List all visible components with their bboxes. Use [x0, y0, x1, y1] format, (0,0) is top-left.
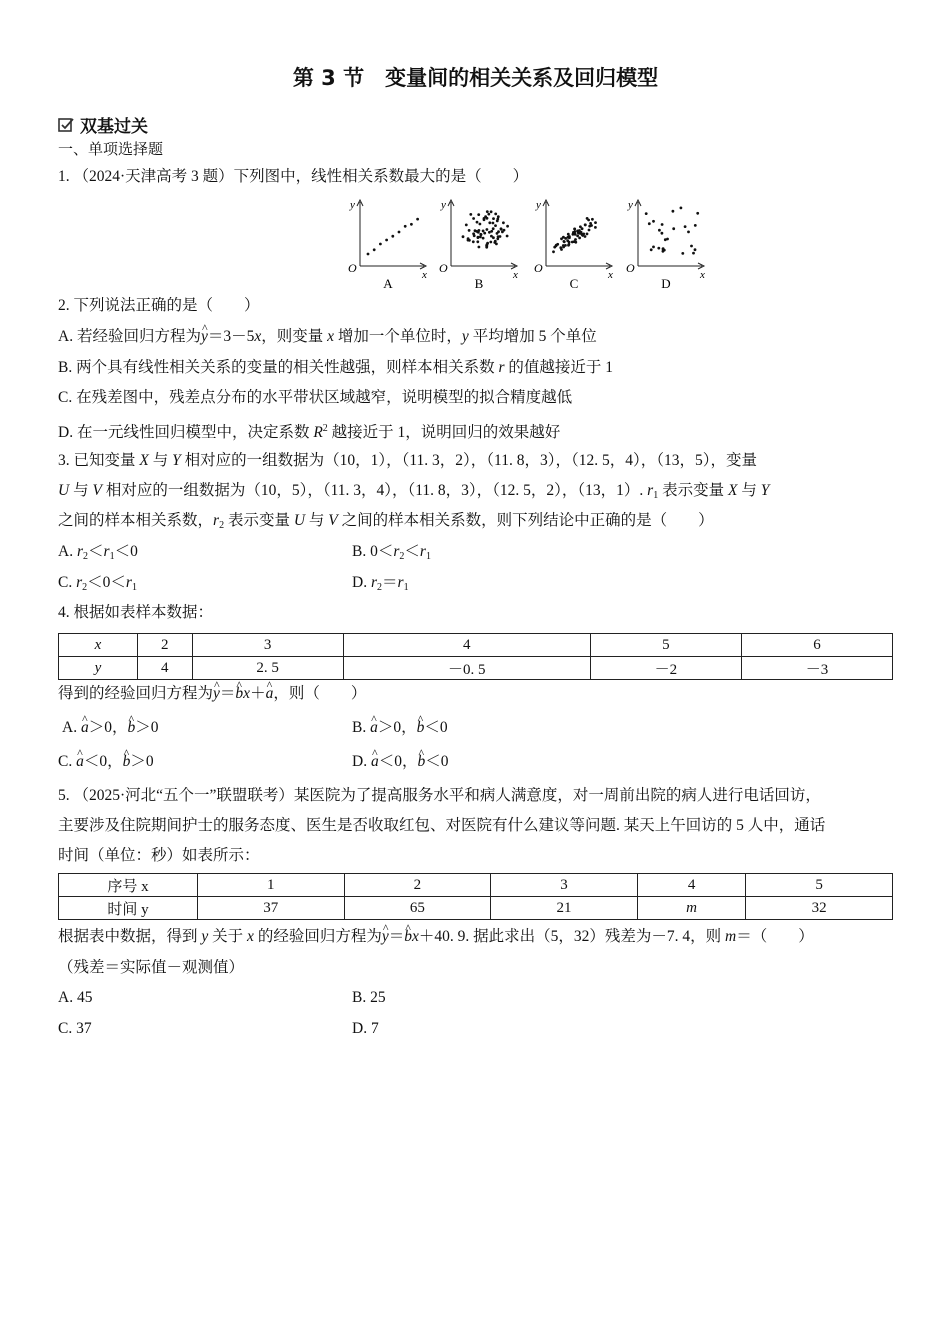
table-cell: 4 — [138, 657, 193, 680]
scatter-point — [379, 243, 382, 246]
scatter-point — [680, 207, 683, 210]
scatter-point — [650, 248, 653, 251]
table-row — [59, 874, 893, 897]
table-cell: 37 — [198, 897, 345, 920]
scatter-point — [662, 248, 665, 251]
scatter-point — [563, 240, 566, 243]
scatter-point — [594, 221, 597, 224]
scatter-point — [506, 225, 509, 228]
scatter-point — [556, 243, 559, 246]
scatter-point — [562, 236, 565, 239]
axis-x-label: x — [422, 269, 427, 281]
scatter-point — [588, 229, 591, 232]
scatter-point — [661, 223, 664, 226]
scatter-point — [581, 227, 584, 230]
q4-stem: 4. 根据如表样本数据： — [58, 604, 214, 621]
q2-stem: 2. 下列说法正确的是（ ） — [58, 297, 260, 314]
q5-stem-line1: 5. （2025·河北“五个一”联盟联考）某医院为了提高服务水平和病人满意度，对一周前出院的病人进行电话回访， — [58, 787, 821, 804]
axis-y-label: y — [441, 199, 446, 211]
q3-option-c[interactable]: C. $r_2<0<r_1$ — [58, 574, 137, 593]
scatter-point — [576, 230, 579, 233]
table-cell: －0. 5 — [343, 657, 590, 680]
axis-origin-label: O — [534, 261, 543, 275]
q4-option-b[interactable]: B. ^ a＞0，^ b＜0 — [352, 718, 448, 738]
q5-option-c[interactable]: C. 37 — [58, 1020, 92, 1037]
scatter-point — [652, 220, 655, 223]
scatter-point — [486, 242, 489, 245]
scatter-point — [391, 235, 394, 238]
panel-label: C — [569, 276, 579, 291]
scatter-point — [694, 224, 697, 227]
scatter-point — [506, 235, 509, 238]
scatter-point — [472, 240, 475, 243]
scatter-point — [486, 228, 489, 231]
q5-stem-line2: 主要涉及住院期间护士的服务态度、医生是否收取红包、对医院有什么建议等问题. 某天上午回访的 5 人中，通话 — [58, 817, 826, 834]
axis-y-label: y — [536, 199, 541, 211]
scatter-point — [472, 217, 475, 220]
scatter-point — [552, 250, 555, 253]
scatter-point — [494, 224, 497, 227]
scatter-point — [479, 223, 482, 226]
scatter-point — [496, 232, 499, 235]
table-row — [59, 657, 893, 680]
scatter-point — [479, 233, 482, 236]
table-cell: 1 — [198, 874, 345, 897]
scatter-panel-b — [439, 199, 518, 291]
scatter-point — [404, 225, 407, 228]
scatter-point — [567, 244, 570, 247]
scatter-point — [694, 248, 697, 251]
scatter-point — [568, 236, 571, 239]
scatter-point — [562, 244, 565, 247]
table-cell: y — [59, 657, 138, 680]
q5-regression-text: 根据表中数据，得到 y 关于 x 的经验回归方程为^ y＝^ bx＋40. 9. 据此求出（5，32）残差为－7. 4，则 m＝（ ） — [58, 927, 814, 947]
axis-x-label: x — [608, 269, 613, 281]
q5-note: （残差＝实际值－观测值） — [58, 959, 245, 976]
scatter-point — [578, 237, 581, 240]
table-cell: 5 — [746, 874, 893, 897]
scatter-point — [492, 227, 495, 230]
q3-stem-line1: 3. 已知变量 X 与 Y 相对应的一组数据为（10，1），（11. 3，2），（11. 8，3），（12. 5，4），（13，5），变量 — [58, 452, 757, 469]
panel-label: A — [383, 276, 393, 291]
axis-y-label: y — [350, 199, 355, 211]
scatter-point — [573, 228, 576, 231]
scatter-point — [472, 232, 475, 235]
scatter-point — [502, 221, 505, 224]
table-cell: 6 — [741, 634, 892, 657]
scatter-point — [690, 245, 693, 248]
scatter-point — [476, 240, 479, 243]
scatter-point — [492, 222, 495, 225]
scatter-point — [574, 241, 577, 244]
section-title: 双基过关 — [80, 117, 148, 137]
scatter-point — [658, 229, 661, 232]
scatter-point — [684, 225, 687, 228]
q5-data-table — [58, 873, 893, 920]
q3-stem-line3: 之间的样本相关系数，$r_2$ 表示变量 U 与 V 之间的样本相关系数，则下列结论中正确的是（ ） — [58, 512, 714, 531]
scatter-point — [582, 233, 585, 236]
scatter-point — [478, 229, 481, 232]
scatter-point — [572, 231, 575, 234]
scatter-point — [489, 241, 492, 244]
scatter-point — [490, 210, 493, 213]
table-cell: 21 — [491, 897, 638, 920]
q2-option-a[interactable]: A. 若经验回归方程为^ y＝3－5x，则变量 x 增加一个单位时，y 平均增加 5 个单位 — [58, 327, 597, 347]
table-cell: 2 — [138, 634, 193, 657]
scatter-point — [645, 212, 648, 215]
checkbox-icon — [58, 117, 74, 133]
scatter-point — [477, 236, 480, 239]
scatter-point — [657, 247, 660, 250]
table-cell: m — [637, 897, 746, 920]
scatter-panel-a — [348, 199, 427, 291]
scatter-point — [398, 231, 401, 234]
scatter-point — [486, 210, 489, 213]
q1-scatter-figures — [288, 196, 718, 292]
q3-option-b[interactable]: B. $0<r_2<r_1$ — [352, 543, 431, 562]
q5-option-b[interactable]: B. 25 — [352, 989, 386, 1006]
scatter-point — [482, 230, 485, 233]
q2-option-c[interactable]: C. 在残差图中，残差点分布的水平带状区域越窄，说明模型的拟合精度越低 — [58, 389, 573, 406]
table-cell: 5 — [590, 634, 741, 657]
scatter-point — [478, 246, 481, 249]
scatter-point — [586, 233, 589, 236]
table-cell: 2. 5 — [192, 657, 343, 680]
scatter-point — [559, 246, 562, 249]
q2-option-d[interactable]: D. 在一元线性回归模型中，决定系数 $R^2$ 越接近于 1，说明回归的效果越好 — [58, 423, 561, 441]
table-cell: 序号 x — [59, 874, 198, 897]
panel-label: D — [661, 276, 671, 291]
table-cell: 3 — [491, 874, 638, 897]
scatter-point — [591, 218, 594, 221]
q3-option-a[interactable]: A. $r_2<r_1<0$ — [58, 543, 138, 562]
axis-x-label: x — [700, 269, 705, 281]
scatter-point — [500, 228, 503, 231]
axis-origin-label: O — [348, 261, 357, 275]
scatter-point — [553, 246, 556, 249]
scatter-point — [594, 226, 597, 229]
scatter-point — [416, 218, 419, 221]
q4-regression-text: 得到的经验回归方程为^ y＝^ bx＋^ a，则（ ） — [58, 684, 366, 704]
scatter-point — [661, 232, 664, 235]
scatter-point — [494, 213, 497, 216]
q4-option-c[interactable]: C. ^ a＜0，^ b＞0 — [58, 752, 154, 772]
q4-option-d[interactable]: D. ^ a＜0，^ b＜0 — [352, 752, 448, 772]
scatter-point — [490, 230, 493, 233]
q2-option-b[interactable]: B. 两个具有线性相关关系的变量的相关性越强，则样本相关系数 r 的值越接近于 1 — [58, 359, 614, 376]
scatter-point — [580, 231, 583, 234]
scatter-point — [566, 239, 569, 242]
axis-origin-label: O — [439, 261, 448, 275]
scatter-point — [476, 221, 479, 224]
table-cell: 4 — [343, 634, 590, 657]
scatter-point — [494, 240, 497, 243]
scatter-point — [648, 222, 651, 225]
scatter-point — [410, 223, 413, 226]
scatter-point — [477, 213, 480, 216]
axis-y-label: y — [628, 199, 633, 211]
scatter-point — [652, 246, 655, 249]
scatter-point — [367, 253, 370, 256]
scatter-point — [482, 237, 485, 240]
scatter-point — [468, 239, 471, 242]
scatter-point — [373, 248, 376, 251]
scatter-point — [567, 233, 570, 236]
table-cell: －2 — [590, 657, 741, 680]
q3-stem-line2: U 与 V 相对应的一组数据为（10，5），（11. 3，4），（11. 8，3），（12. 5，2），（13，1）. $r_1$ 表示变量 X 与 Y — [58, 482, 770, 501]
table-cell: 65 — [344, 897, 491, 920]
scatter-point — [584, 235, 587, 238]
scatter-point — [584, 223, 587, 226]
scatter-point — [587, 219, 590, 222]
q4-option-a[interactable]: A. ^ a＞0，^ b＞0 — [62, 718, 158, 738]
scatter-point — [487, 213, 490, 216]
scatter-point — [666, 238, 669, 241]
axis-x-label: x — [513, 269, 518, 281]
scatter-point — [492, 217, 495, 220]
table-row — [59, 634, 893, 657]
scatter-point — [681, 252, 684, 255]
scatter-point — [588, 225, 591, 228]
scatter-point — [687, 231, 690, 234]
scatter-point — [496, 218, 499, 221]
page-title: 第 3 节 变量间的相关关系及回归模型 — [292, 66, 659, 90]
scatter-point — [385, 239, 388, 242]
q5-option-d[interactable]: D. 7 — [352, 1020, 379, 1037]
table-cell: 4 — [637, 874, 746, 897]
q4-data-table — [58, 633, 893, 680]
scatter-point — [497, 215, 500, 218]
scatter-panel-c — [534, 199, 613, 291]
q3-option-d[interactable]: D. $r_2=r_1$ — [352, 574, 409, 593]
scatter-point — [485, 246, 488, 249]
scatter-point — [495, 243, 498, 246]
scatter-point — [490, 235, 493, 238]
scatter-point — [574, 238, 577, 241]
scatter-panel-d — [626, 199, 705, 291]
scatter-point — [468, 229, 471, 232]
subsection-title: 一、单项选择题 — [58, 140, 164, 158]
axis-origin-label: O — [626, 261, 635, 275]
q5-stem-line3: 时间（单位：秒）如表所示： — [58, 847, 260, 864]
scatter-point — [469, 213, 472, 216]
scatter-point — [503, 229, 506, 232]
table-cell: 2 — [344, 874, 491, 897]
scatter-point — [696, 212, 699, 215]
q1-stem: 1. （2024·天津高考 3 题）下列图中，线性相关系数最大的是（ ） — [58, 168, 529, 185]
scatter-point — [465, 224, 468, 227]
panel-label: B — [474, 276, 484, 291]
table-cell: －3 — [741, 657, 892, 680]
scatter-point — [571, 241, 574, 244]
q5-option-a[interactable]: A. 45 — [58, 989, 93, 1006]
scatter-point — [576, 234, 579, 237]
scatter-point — [672, 210, 675, 213]
table-row — [59, 897, 893, 920]
scatter-point — [488, 221, 491, 224]
table-cell: 3 — [192, 634, 343, 657]
scatter-point — [483, 217, 486, 220]
scatter-point — [496, 237, 499, 240]
table-cell: 32 — [746, 897, 893, 920]
scatter-point — [692, 252, 695, 255]
scatter-point — [672, 227, 675, 230]
table-cell: 时间 y — [59, 897, 198, 920]
section-heading — [58, 112, 148, 137]
scatter-point — [462, 235, 465, 238]
table-cell: x — [59, 634, 138, 657]
